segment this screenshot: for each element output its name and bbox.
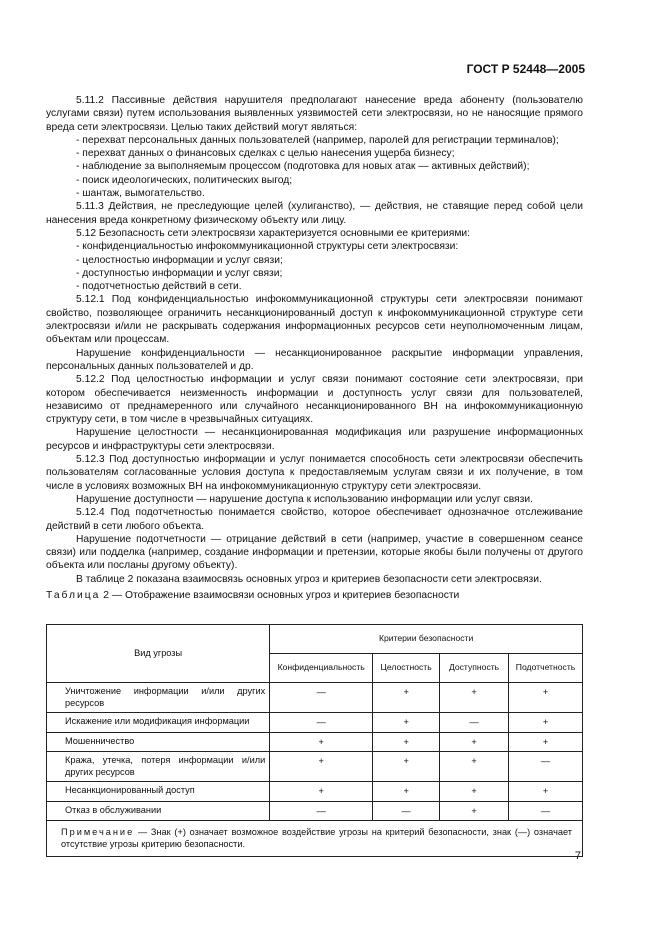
- paragraph: Нарушение доступности — нарушение доступа к использованию информации или услуг связи.: [76, 493, 533, 505]
- criterion-header: Целостность: [373, 654, 440, 683]
- mark-cell: +: [440, 732, 509, 752]
- paragraph: В таблице 2 показана взаимосвязь основных угроз и критериев безопасности сети электросвязи.: [76, 573, 542, 585]
- threat-cell: Искажение или модификация информации: [47, 713, 270, 733]
- col-threat-header: Вид угрозы: [47, 625, 270, 683]
- mark-cell: +: [270, 782, 373, 802]
- paragraph: - шантаж, вымогательство.: [76, 188, 205, 200]
- mark-cell: +: [509, 782, 583, 802]
- mark-cell: —: [373, 801, 440, 821]
- mark-cell: +: [373, 683, 440, 713]
- mark-cell: —: [509, 801, 583, 821]
- table-row: [47, 713, 583, 733]
- criteria-group-header: Критерии безопасности: [270, 625, 583, 654]
- threat-cell: Несанкционированный доступ: [47, 782, 270, 802]
- table-row: [47, 782, 583, 802]
- mark-cell: +: [509, 683, 583, 713]
- mark-cell: +: [373, 713, 440, 733]
- paragraph: 5.12.4 Под подотчетностью понимается свойство, которое обеспечивает однозначное отслеживание действий в сети любого объекта.: [46, 507, 583, 532]
- paragraph: - перехват персональных данных пользователей (например, паролей для регистрации терминалов);: [76, 134, 559, 146]
- document-code: ГОСТ Р 52448—2005: [466, 62, 585, 76]
- table-caption: [46, 589, 583, 602]
- table-row: [47, 732, 583, 752]
- paragraph: 5.11.3 Действия, не преследующие целей (хулиганство), — действия, не ставящие перед собой цели нанесения вреда конкретному физическому объекту или лицу.: [46, 201, 583, 226]
- table-body: [47, 683, 583, 821]
- paragraph: 5.11.2 Пассивные действия нарушителя предполагают нанесение вреда абоненту (пользователю услугами связи) путем использования выявленных уязвимостей сети электросвязи, но не наносящие прямого вреда сети электросвязи. Целью таких действий могут являться:: [46, 95, 583, 133]
- table-note-text: — Знак (+) означает возможное воздействие угрозы на критерий безопасности, знак (—) означает отсутствие угрозы критерию безопасности.: [61, 827, 572, 849]
- threats-criteria-table: [46, 624, 583, 857]
- paragraph: - подотчетностью действий в сети.: [76, 281, 242, 293]
- paragraph: - наблюдение за выполняемым процессом (подготовка для новых атак — активных действий);: [76, 161, 530, 173]
- paragraph: - поиск идеологических, политических выгод;: [76, 174, 293, 186]
- mark-cell: —: [270, 801, 373, 821]
- table-caption-text: 2 — Отображение взаимосвязи основных угроз и критериев безопасности: [100, 589, 460, 601]
- mark-cell: +: [440, 683, 509, 713]
- paragraph-list: [46, 94, 583, 586]
- paragraph: - целостностью информации и услуг связи;: [76, 254, 283, 266]
- paragraph: 5.12.3 Под доступностью информации и услуг понимается способность сети электросвязи обеспечить пользователям согласованные условия доступа к предоставляемым услугам связи и их получение, в том числе в условиях возможных ВН на инфокоммуникационную структуру сети электросвязи.: [46, 454, 583, 492]
- mark-cell: +: [270, 752, 373, 782]
- paragraph: Нарушение подотчетности — отрицание действий в сети (например, участие в совершенном сеансе связи) или подделка (например, создание информации и претензии, которые якобы были получены от другого объекта или посланы другому объекту).: [46, 533, 583, 572]
- paragraph: - конфиденциальностью инфокоммуникационной структуры сети электросвязи:: [76, 241, 459, 253]
- threat-cell: Мошенничество: [47, 732, 270, 752]
- table-note: [47, 821, 583, 857]
- table-caption-label: Таблица: [46, 589, 101, 601]
- paragraph: Нарушение конфиденциальности — несанкционированное раскрытие информации управления, персональных данных пользователей и др.: [46, 347, 583, 372]
- mark-cell: +: [440, 752, 509, 782]
- table-note-label: Примечание: [61, 827, 135, 837]
- table-row: [47, 683, 583, 713]
- paragraph: 5.12.2 Под целостностью информации и услуг связи понимают состояние сети электросвязи, при котором обеспечивается неизменность информации и доступность услуг связи для пользователей, независимо от преднамеренного или случайного несанкционированного ВН на инфокоммуникационную структуру сети, в том числе в чрезвычайных ситуациях.: [46, 374, 583, 426]
- mark-cell: —: [270, 683, 373, 713]
- table-row: [47, 801, 583, 821]
- table-row: [47, 752, 583, 782]
- mark-cell: +: [509, 732, 583, 752]
- threat-cell: Кража, утечка, потеря информации и/или других ресурсов: [47, 752, 270, 782]
- paragraph: 5.12 Безопасность сети электросвязи характеризуется основными ее критериями:: [76, 227, 471, 239]
- mark-cell: —: [270, 713, 373, 733]
- mark-cell: —: [509, 752, 583, 782]
- paragraph: 5.12.1 Под конфиденциальностью инфокоммуникационной структуры сети электросвязи понимают свойство, позволяющее ограничить несанкционированный доступ к инфокоммуникационной структуре сети электросвязи и/или не раскрывать содержания информационных ресурсов сети неуполномоченным лицам, объектам или процессам.: [46, 294, 583, 346]
- criterion-header: Доступность: [440, 654, 509, 683]
- mark-cell: —: [440, 713, 509, 733]
- mark-cell: +: [509, 713, 583, 733]
- criterion-header: Подотчетность: [509, 654, 583, 683]
- mark-cell: +: [373, 752, 440, 782]
- paragraph: - перехват данных о финансовых сделках с целью нанесения ущерба бизнесу;: [76, 148, 455, 160]
- paragraph: - доступностью информации и услуг связи;: [76, 267, 283, 279]
- document-body: [46, 94, 583, 602]
- mark-cell: +: [440, 782, 509, 802]
- mark-cell: +: [373, 782, 440, 802]
- mark-cell: +: [440, 801, 509, 821]
- criterion-header: Конфиденциальность: [270, 654, 373, 683]
- threat-cell: Отказ в обслуживании: [47, 801, 270, 821]
- page-number: 7: [574, 850, 581, 862]
- threat-cell: Уничтожение информации и/или других ресурсов: [47, 683, 270, 713]
- mark-cell: +: [373, 732, 440, 752]
- paragraph: Нарушение целостности — несанкционированная модификация или разрушение информационных ресурсов и инфраструктуры сети электросвязи.: [46, 427, 583, 452]
- mark-cell: +: [270, 732, 373, 752]
